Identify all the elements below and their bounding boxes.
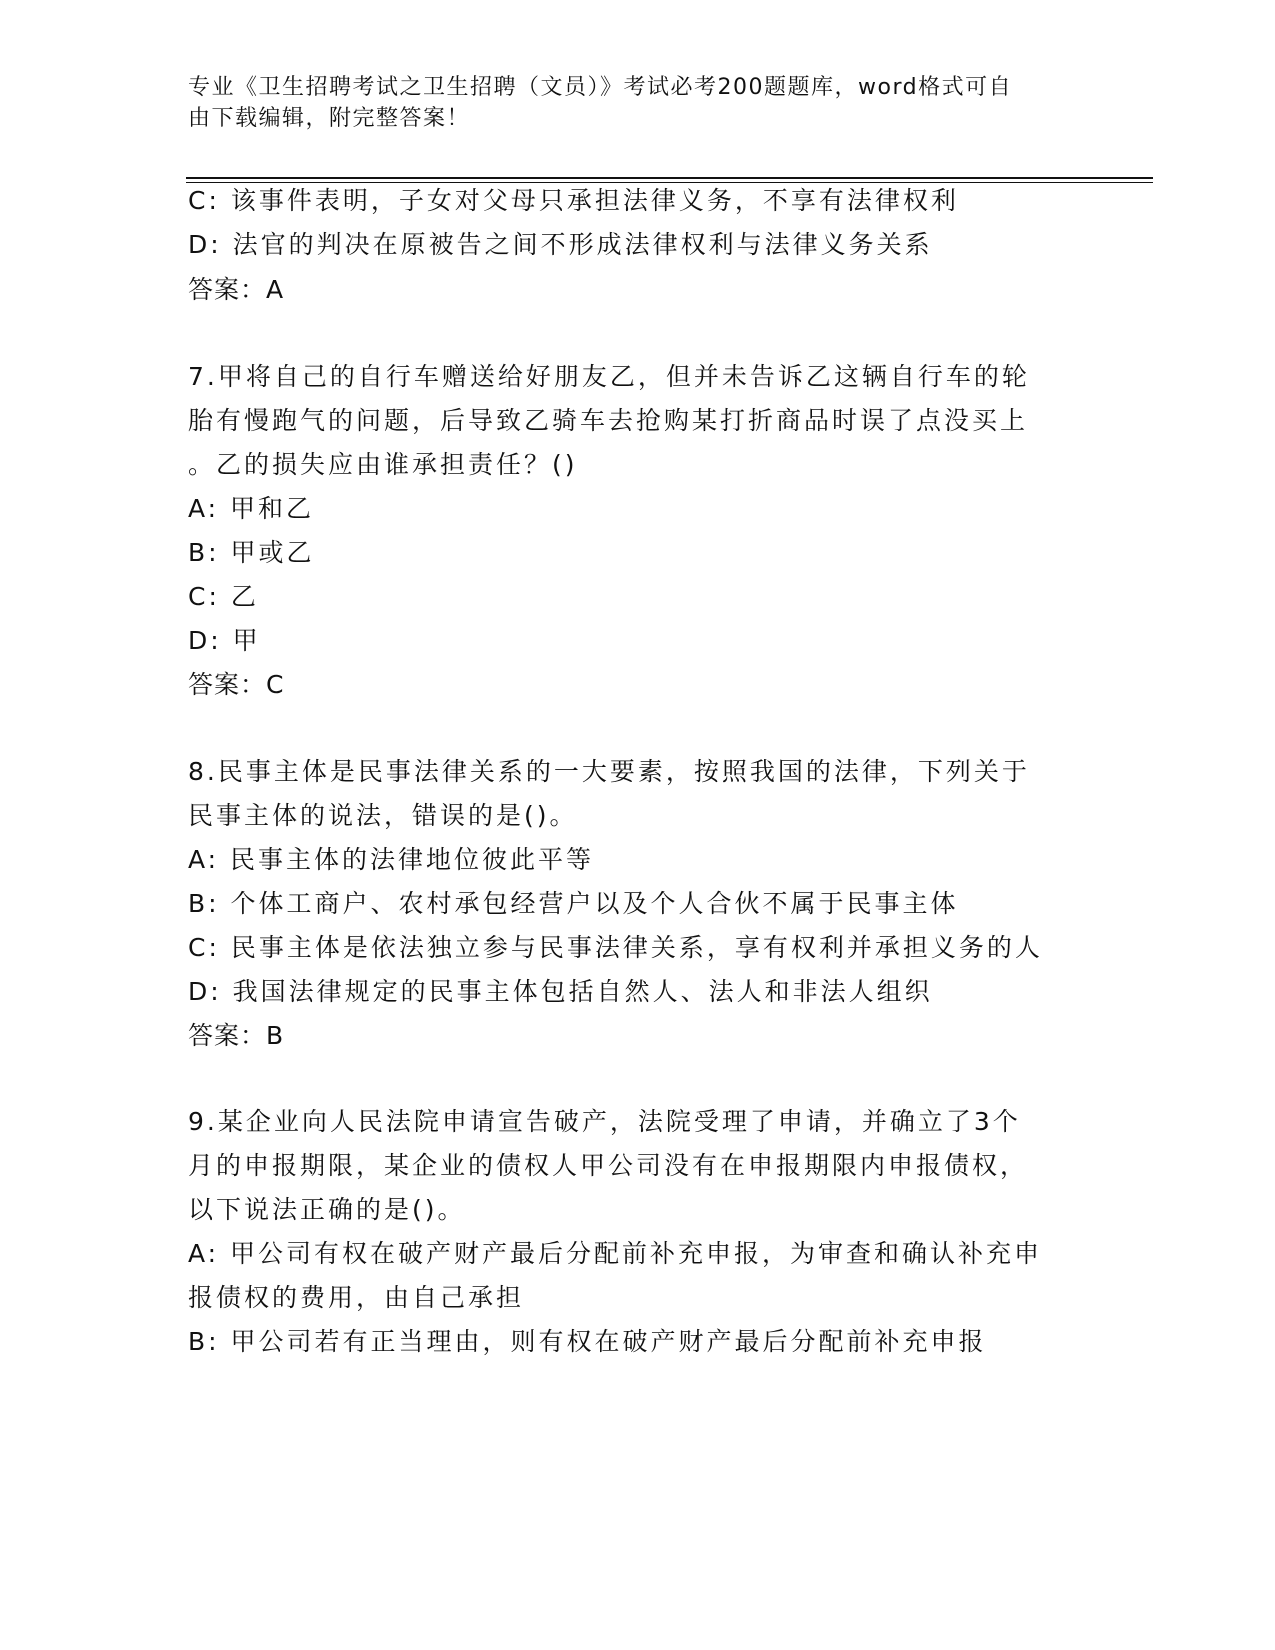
header-divider-thin xyxy=(186,182,1153,183)
q7-stem-line-1: 7.甲将自己的自行车赠送给好朋友乙，但并未告诉乙这辆自行车的轮 xyxy=(188,362,1030,391)
q8-stem-line-1: 8.民事主体是民事法律关系的一大要素，按照我国的法律，下列关于 xyxy=(188,757,1030,786)
q7-stem-line-2: 胎有慢跑气的问题，后导致乙骑车去抢购某打折商品时误了点没买上 xyxy=(188,406,1029,435)
q9-stem-line-1: 9.某企业向人民法院申请宣告破产，法院受理了申请，并确立了3个 xyxy=(188,1107,1021,1136)
q7-answer: 答案：C xyxy=(188,670,285,699)
q8-option-b: B: 个体工商户、农村承包经营户以及个人合伙不属于民事主体 xyxy=(188,889,959,918)
q8-option-c: C: 民事主体是依法独立参与民事法律关系，享有权利并承担义务的人 xyxy=(188,933,1043,962)
header-line-1: 专业《卫生招聘考试之卫生招聘（文员）》考试必考200题题库，word格式可自 xyxy=(188,75,1013,100)
q9-option-b: B: 甲公司若有正当理由，则有权在破产财产最后分配前补充申报 xyxy=(188,1327,987,1356)
q9-stem-line-3: 以下说法正确的是()。 xyxy=(188,1195,466,1224)
q7-stem-line-3: 。乙的损失应由谁承担责任？() xyxy=(188,450,578,479)
q8-answer: 答案：B xyxy=(188,1021,285,1050)
q7-option-a: A: 甲和乙 xyxy=(188,494,315,523)
document-header xyxy=(188,72,1068,134)
prev-answer: 答案：A xyxy=(188,275,285,304)
q8-option-a: A: 民事主体的法律地位彼此平等 xyxy=(188,845,595,874)
q8-stem-line-2: 民事主体的说法，错误的是()。 xyxy=(188,801,578,830)
q9-option-a-continued: 报债权的费用，由自己承担 xyxy=(188,1283,525,1312)
q9-option-a: A: 甲公司有权在破产财产最后分配前补充申报，为审查和确认补充申 xyxy=(188,1239,1043,1268)
header-divider xyxy=(186,177,1153,179)
q8-option-d: D: 我国法律规定的民事主体包括自然人、法人和非法人组织 xyxy=(188,977,933,1006)
q7-option-c: C: 乙 xyxy=(188,582,259,611)
prev-option-d: D: 法官的判决在原被告之间不形成法律权利与法律义务关系 xyxy=(188,230,933,259)
prev-option-c: C: 该事件表明，子女对父母只承担法律义务，不享有法律权利 xyxy=(188,186,959,215)
q7-option-d: D: 甲 xyxy=(188,626,261,655)
q9-stem-line-2: 月的申报期限，某企业的债权人甲公司没有在申报期限内申报债权， xyxy=(188,1151,1029,1180)
header-line-2: 由下载编辑，附完整答案！ xyxy=(188,106,471,131)
q7-option-b: B: 甲或乙 xyxy=(188,538,315,567)
